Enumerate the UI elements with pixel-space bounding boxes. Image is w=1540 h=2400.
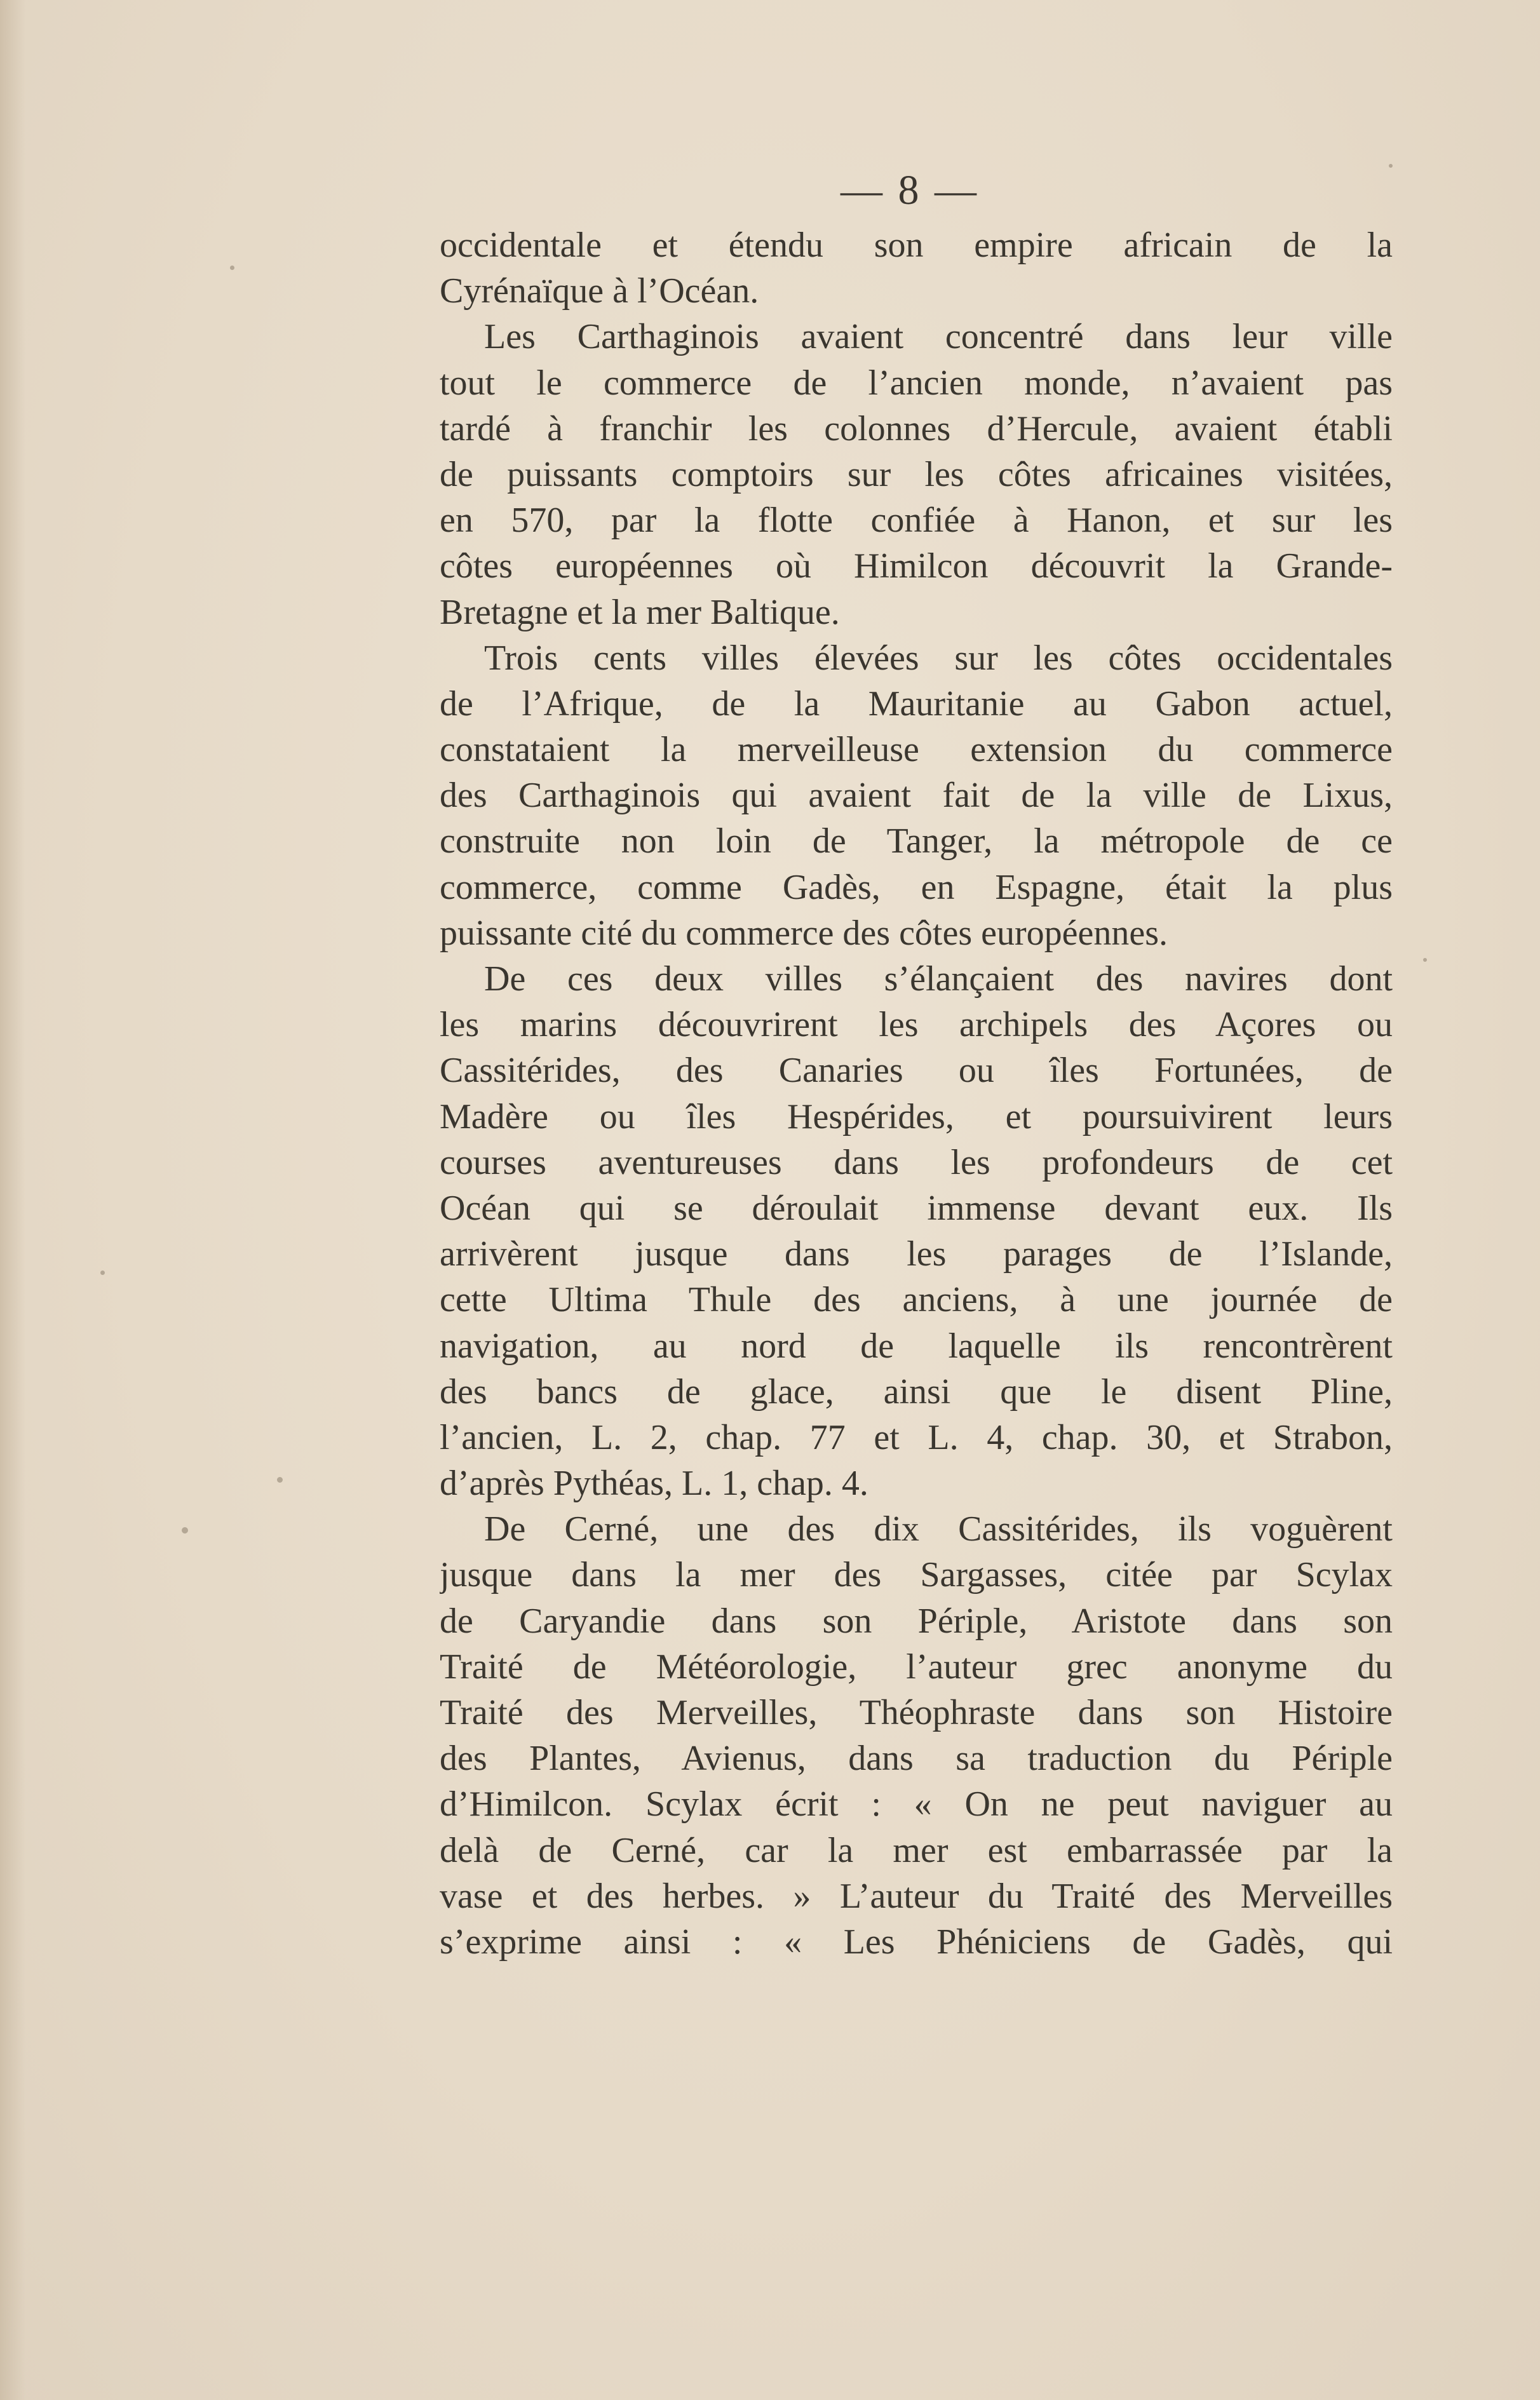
- text-line: côtes européennes où Himilcon découvrit la Grande-: [440, 546, 1393, 586]
- paper-speck: [1423, 958, 1427, 962]
- page-edge-shadow: [0, 0, 25, 2400]
- text-line: Traité des Merveilles, Théophraste dans son Histoire: [440, 1693, 1393, 1732]
- text-line: des Plantes, Avienus, dans sa traduction du Périple: [440, 1739, 1393, 1779]
- text-line: d’après Pythéas, L. 1, chap. 4.: [440, 1464, 868, 1504]
- page-number: — 8 —: [841, 167, 979, 213]
- paper-speck: [100, 1271, 105, 1275]
- text-line: de Caryandie dans son Périple, Aristote dans son: [440, 1601, 1393, 1641]
- text-line: courses aventureuses dans les profondeurs de cet: [440, 1142, 1393, 1182]
- text-line: en 570, par la flotte confiée à Hanon, et sur les: [440, 501, 1393, 541]
- text-line: Les Carthaginois avaient concentré dans leur ville: [484, 317, 1393, 357]
- text-line: jusque dans la mer des Sargasses, citée par Scylax: [440, 1555, 1393, 1595]
- text-line: de l’Afrique, de la Mauritanie au Gabon actuel,: [440, 684, 1393, 724]
- text-line: Cassitérides, des Canaries ou îles Fortunées, de: [440, 1051, 1393, 1091]
- paper-speck: [277, 1477, 283, 1483]
- text-line: Cyrénaïque à l’Océan.: [440, 271, 759, 311]
- text-line: occidentale et étendu son empire africain de la: [440, 226, 1393, 265]
- text-line: Trois cents villes élevées sur les côtes occidentales: [484, 638, 1393, 678]
- text-line: des bancs de glace, ainsi que le disent Pline,: [440, 1372, 1393, 1412]
- text-line: construite non loin de Tanger, la métropole de ce: [440, 821, 1393, 861]
- text-line: d’Himilcon. Scylax écrit : « On ne peut naviguer au: [440, 1784, 1393, 1824]
- text-line: des Carthaginois qui avaient fait de la ville de Lixus,: [440, 776, 1393, 816]
- text-line: Traité de Météorologie, l’auteur grec anonyme du: [440, 1647, 1393, 1687]
- text-line: De ces deux villes s’élançaient des navires dont: [484, 959, 1393, 999]
- text-line: De Cerné, une des dix Cassitérides, ils voguèrent: [484, 1509, 1393, 1549]
- text-line: puissante cité du commerce des côtes européennes.: [440, 913, 1168, 953]
- text-line: vase et des herbes. » L’auteur du Traité des Merveilles: [440, 1876, 1393, 1916]
- text-line: navigation, au nord de laquelle ils rencontrèrent: [440, 1326, 1393, 1366]
- text-line: s’exprime ainsi : « Les Phéniciens de Gadès, qui: [440, 1922, 1393, 1962]
- text-line: l’ancien, L. 2, chap. 77 et L. 4, chap. 30, et Strabon,: [440, 1417, 1393, 1457]
- text-line: cette Ultima Thule des anciens, à une journée de: [440, 1280, 1393, 1320]
- text-line: les marins découvrirent les archipels des Açores ou: [440, 1005, 1393, 1045]
- text-line: Bretagne et la mer Baltique.: [440, 592, 840, 632]
- text-line: tout le commerce de l’ancien monde, n’avaient pas: [440, 363, 1393, 403]
- text-line: delà de Cerné, car la mer est embarrassée par la: [440, 1830, 1393, 1870]
- text-line: Madère ou îles Hespérides, et poursuivirent leurs: [440, 1096, 1393, 1136]
- paper-speck: [230, 266, 234, 270]
- text-line: arrivèrent jusque dans les parages de l’Islande,: [440, 1234, 1393, 1274]
- text-line: constataient la merveilleuse extension du commerce: [440, 730, 1393, 770]
- text-line: Océan qui se déroulait immense devant eux. Ils: [440, 1188, 1393, 1228]
- text-line: de puissants comptoirs sur les côtes africaines visitées,: [440, 454, 1393, 494]
- body-text: [440, 222, 1393, 1965]
- text-line: commerce, comme Gadès, en Espagne, était la plus: [440, 867, 1393, 907]
- paper-speck: [1389, 164, 1393, 168]
- paper-speck: [182, 1527, 188, 1534]
- text-line: tardé à franchir les colonnes d’Hercule, avaient établi: [440, 408, 1393, 448]
